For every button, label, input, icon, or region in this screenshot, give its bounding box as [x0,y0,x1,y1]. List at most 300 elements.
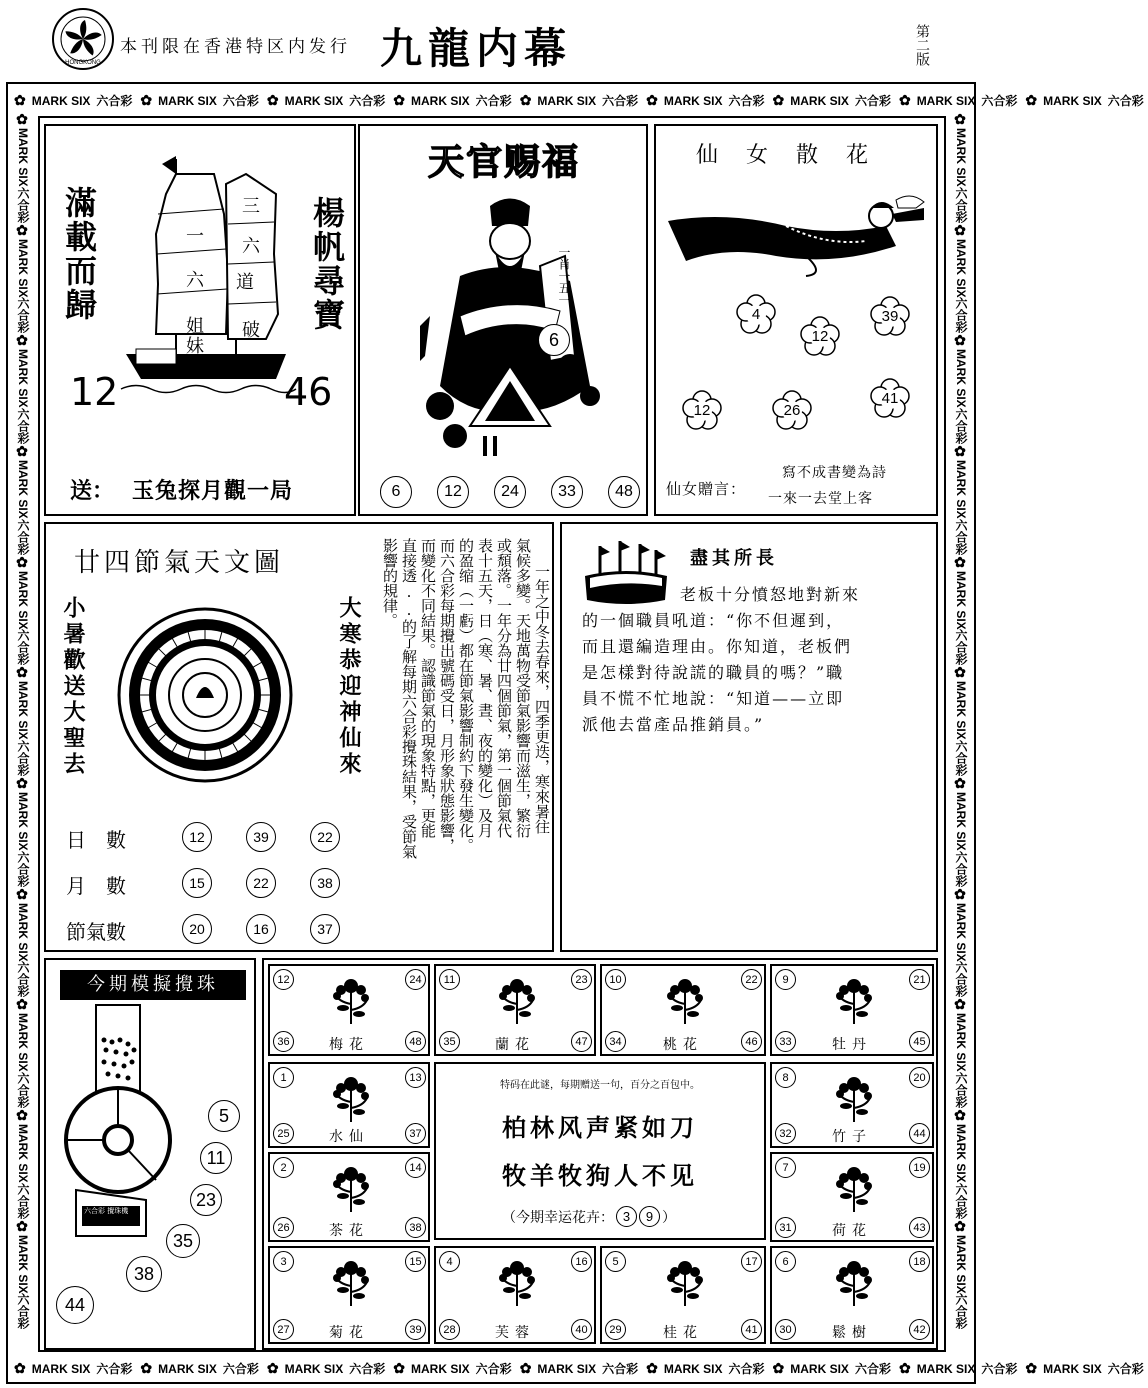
sail-char: 姐 [186,316,204,337]
flower-number-tl: 5 [605,1251,626,1272]
lucky-suffix: ） [662,1209,676,1226]
fairy-panel [654,124,938,516]
ship-number-left: 12 [70,370,119,414]
solar-article-column: 表十五天，日（寒、暑、晝、夜的變化）及月 [476,538,494,838]
flower-number-bl: 35 [439,1031,460,1052]
flower-illustration-icon [832,1162,876,1212]
flower-cell [770,1246,934,1344]
marquee-en: MARK SIX [954,570,968,630]
marquee-zh: 六合彩 [954,629,968,666]
marquee-en: MARK SIX [663,94,723,108]
marquee-en: MARK SIX [537,1362,597,1376]
marquee-zh: 六合彩 [728,1362,765,1376]
flower-number-bl: 32 [775,1123,796,1144]
marquee-zh: 六合彩 [954,961,968,998]
marquee-en: MARK SIX [537,94,597,108]
flower-number-br: 43 [909,1217,930,1238]
joke-line: 而且還編造理由。你知道，老板們 [582,637,853,656]
solar-row-value: 38 [310,868,340,898]
flower-name: 荷花 [832,1223,872,1239]
flower-illustration-icon [495,974,539,1024]
tianguan-number-ball: 12 [437,476,469,508]
flower-number-br: 40 [571,1319,592,1340]
solar-article-column: 而六合彩每期攪出號碼受日，月形象狀態影響， [438,538,456,853]
solar-article-column: 的盈缩（一虧）都在節氣影響制約下發生變化。 [457,538,475,853]
marquee-zh: 六合彩 [954,850,968,887]
marquee-zh: 六合彩 [96,1362,133,1376]
flower-name: 蘭花 [495,1037,535,1053]
lucky-prefix: （今期幸运花卉： [502,1209,614,1226]
marquee-en: MARK SIX [916,94,976,108]
marquee-zh: 六合彩 [981,1362,1018,1376]
marquee-zh: 六合彩 [981,94,1018,108]
flower-number-br: 46 [741,1031,762,1052]
marquee-zh: 六合彩 [16,518,30,555]
sail-char: 六 [186,270,204,291]
fairy-flower-number: 4 [751,305,761,323]
flower-number-tl: 11 [439,969,460,990]
tianguan-title: 天官赐福 [428,141,581,183]
fairy-flower [772,390,812,430]
flower-cell [770,964,934,1056]
solar-row-value: 37 [310,914,340,944]
fairy-flower-number: 26 [783,401,801,419]
flower-number-tr: 13 [405,1067,426,1088]
marquee-en: MARK SIX [16,570,30,630]
flower-name: 桃花 [663,1037,703,1053]
marquee-zh: 六合彩 [954,1293,968,1330]
flower-cell [268,1062,430,1148]
flower-number-tl: 8 [775,1067,796,1088]
flower-ornament-icon: ✿ [953,554,969,571]
flower-ornament-icon: ✿ [140,1360,153,1376]
marquee-zh: 六合彩 [854,1362,891,1376]
marquee-en: MARK SIX [954,681,968,741]
flower-number-tl: 9 [775,969,796,990]
joke-panel [560,522,938,952]
junk-ship-illustration [116,154,296,394]
flower-icon [329,1072,373,1122]
tianguan-number-ball: 6 [380,476,412,508]
marquee-en: MARK SIX [954,460,968,519]
marquee-zh: 六合彩 [349,1362,386,1376]
flower-number-bl: 29 [605,1319,626,1340]
flower-ornament-icon: ✿ [266,1360,279,1376]
flower-cell [434,1246,596,1344]
flower-illustration-icon [832,1256,876,1306]
flower-illustration-icon [329,1072,373,1122]
flower-illustration-icon [663,974,707,1024]
draw-ball: 5 [208,1100,240,1132]
marquee-zh: 六合彩 [16,186,30,223]
marquee-zh: 六合彩 [475,1362,512,1376]
flower-number-tr: 23 [571,969,592,990]
flower-number-bl: 36 [273,1031,294,1052]
flower-number-bl: 25 [273,1123,294,1144]
joke-cake-icon [580,536,672,608]
flower-cell [268,1152,430,1242]
draw-ball: 11 [200,1142,232,1174]
solar-terms-wheel [116,606,294,784]
fairy-flower-number: 39 [881,307,899,325]
marquee-zh: 六合彩 [954,408,968,445]
flower-number-br: 37 [405,1123,426,1144]
tianguan-number-ball: 48 [608,476,640,508]
flower-ornament-icon: ✿ [953,776,969,793]
draw-ball: 38 [126,1256,162,1292]
draw-ball: 44 [56,1286,94,1324]
ship-panel [44,124,356,516]
riddle-line2: 牧羊牧狗人不见 [502,1161,698,1190]
flower-number-tr: 14 [405,1157,426,1178]
flower-number-br: 39 [405,1319,426,1340]
flower-icon [832,1162,876,1212]
fairy-gift-line2: 一來一去堂上客 [768,491,873,507]
flower-ornament-icon: ✿ [772,92,785,108]
sail-char: 六 [242,236,260,257]
solar-row-label: 節氣數 [66,920,126,944]
marquee-en: MARK SIX [1043,1362,1102,1376]
marquee-en: MARK SIX [16,902,30,962]
sail-char: 破 [242,320,260,341]
flower-number-bl: 31 [775,1217,796,1238]
fairy-flower-number: 41 [881,389,899,407]
flower-name: 梅花 [329,1037,369,1053]
marquee-en: MARK SIX [158,1362,217,1376]
marquee-en: MARK SIX [790,1362,849,1376]
flower-number-bl: 26 [273,1217,294,1238]
joke-line: 員不慌不忙地說：“知道——立即 [582,689,845,708]
edition-label: 第二版 [914,24,930,66]
center-riddle-box [434,1062,766,1240]
marquee-en: MARK SIX [954,1124,968,1183]
marquee-zh: 六合彩 [602,1362,639,1376]
flower-number-br: 47 [571,1031,592,1052]
marquee-en: MARK SIX [16,681,30,741]
flower-ornament-icon: ✿ [519,92,532,108]
sail-char: 道 [236,272,254,293]
flower-ornament-icon: ✿ [15,554,31,571]
flower-ornament-icon: ✿ [15,776,31,793]
flower-ornament-icon: ✿ [898,1360,911,1376]
marquee-en: MARK SIX [411,1362,470,1376]
draw-title: 今期模擬攪珠 [60,970,246,1000]
marquee-en: MARK SIX [16,128,30,187]
marquee-en: MARK SIX [790,94,849,108]
flower-name: 桂花 [663,1325,703,1341]
marquee-en: MARK SIX [916,1362,976,1376]
flower-ornament-icon: ✿ [646,1360,658,1376]
joke-line: 的一個職員吼道：“你不但遲到， [582,611,845,630]
flower-number-bl: 27 [273,1319,294,1340]
flower-name: 鬆樹 [832,1325,872,1341]
fairy-illustration [666,186,930,276]
marquee-right [948,112,974,1356]
flower-number-br: 48 [405,1031,426,1052]
marquee-zh: 六合彩 [954,297,968,334]
flower-icon [832,1072,876,1122]
flower-number-tr: 19 [909,1157,930,1178]
marquee-zh: 六合彩 [349,94,386,108]
marquee-en: MARK SIX [31,94,91,108]
fairy-flower [870,378,910,418]
flower-ornament-icon: ✿ [953,222,969,239]
marquee-zh: 六合彩 [954,518,968,555]
flower-ornament-icon: ✿ [898,92,911,108]
flower-illustration-icon [329,974,373,1024]
solar-row-label: 日 數 [66,828,126,852]
flower-cell [268,964,430,1056]
fairy-gift-line1: 寫不成書變為詩 [782,465,887,481]
marquee-zh: 六合彩 [1107,1362,1144,1376]
solar-row-value: 20 [182,914,212,944]
flower-ornament-icon: ✿ [15,997,31,1014]
flower-ornament-icon: ✿ [15,886,31,903]
marquee-zh: 六合彩 [954,1182,968,1219]
marquee-zh: 六合彩 [16,629,30,666]
gift-label: 送： [70,478,115,504]
flower-illustration-icon [663,1256,707,1306]
draw-panel [44,958,256,1350]
marquee-zh: 六合彩 [16,408,30,445]
flower-ornament-icon: ✿ [15,222,31,239]
lucky-number-2: 9 [639,1206,660,1227]
marquee-zh: 六合彩 [222,94,259,108]
flower-number-bl: 33 [775,1031,796,1052]
flower-ornament-icon: ✿ [15,1218,31,1235]
flower-number-bl: 34 [605,1031,626,1052]
flower-illustration-icon [329,1162,373,1212]
flower-name: 竹子 [832,1129,872,1145]
solar-article-column: 氣候多變。天地萬物受節氣影響而滋生，繁衍 [514,538,532,838]
flower-ornament-icon: ✿ [953,333,969,350]
draw-ball: 35 [166,1224,200,1258]
flower-number-tl: 7 [775,1157,796,1178]
flower-number-tr: 17 [741,1251,762,1272]
marquee-en: MARK SIX [158,94,217,108]
flower-cell [770,1062,934,1148]
machine-label: 六合彩 攪珠機 [84,1207,129,1215]
flower-number-br: 41 [741,1319,762,1340]
fairy-flower [682,390,722,430]
marquee-zh: 六合彩 [16,961,30,998]
flower-cell [770,1152,934,1242]
marquee-en: MARK SIX [954,792,968,851]
marquee-en: MARK SIX [954,128,968,187]
hk-emblem [52,8,114,70]
flower-number-tr: 22 [741,969,762,990]
marquee-en: MARK SIX [954,1013,968,1073]
flower-ornament-icon: ✿ [140,92,153,108]
flower-illustration-icon [329,1256,373,1306]
fairy-flower [736,294,776,334]
flower-ornament-icon: ✿ [15,444,31,461]
solar-article-column: 直接透..的了解每期六合彩攪珠結果，受節氣 [400,538,418,859]
fairy-title-char: 女 [746,143,769,168]
flower-ornament-icon: ✿ [953,665,969,682]
flower-number-br: 42 [909,1319,930,1340]
ship-number-right: 46 [284,370,333,414]
riddle-line1: 柏林风声紧如刀 [502,1113,698,1142]
flower-number-tl: 1 [273,1067,294,1088]
fairy-title-char: 花 [846,143,869,168]
flower-ornament-icon: ✿ [772,1360,785,1376]
sail-char: 三 [242,196,260,217]
marquee-en: MARK SIX [16,349,30,409]
marquee-en: MARK SIX [954,238,968,298]
marquee-en: MARK SIX [284,94,344,108]
solar-terms-panel [44,522,554,952]
marquee-en: MARK SIX [16,460,30,519]
marquee-zh: 六合彩 [16,1072,30,1109]
marquee-en: MARK SIX [284,1362,344,1376]
flower-ornament-icon: ✿ [1025,92,1038,108]
flower-cell [600,964,766,1056]
flower-cell [600,1246,766,1344]
solar-article-column: 而變化不同結果。認識節氣的現象特點，更能 [419,538,437,838]
flower-ornament-icon: ✿ [266,92,279,108]
marquee-zh: 六合彩 [1107,94,1144,108]
marquee-en: MARK SIX [954,1234,968,1294]
flower-number-tr: 15 [405,1251,426,1272]
flower-name: 菊花 [329,1325,369,1341]
distribution-notice: 本刊限在香港特区内发行 [120,37,351,57]
flower-number-br: 38 [405,1217,426,1238]
marquee-zh: 六合彩 [954,1072,968,1109]
fairy-flower-number: 12 [811,327,829,345]
marquee-en: MARK SIX [16,1234,30,1294]
emblem-text: HONGKONG [65,60,101,66]
marquee-top [10,88,1144,112]
flower-icon [329,974,373,1024]
flower-number-tl: 4 [439,1251,460,1272]
fairy-flower-number: 12 [693,401,711,419]
solar-row-value: 22 [310,822,340,852]
marquee-en: MARK SIX [16,1124,30,1183]
flower-ornament-icon: ✿ [393,92,405,108]
marquee-zh: 六合彩 [475,94,512,108]
flower-cell [268,1246,430,1344]
flower-number-tl: 12 [273,969,294,990]
solar-article-column: 影響的規律。 [381,538,399,628]
flower-icon [832,974,876,1024]
marquee-zh: 六合彩 [954,740,968,777]
fairy-gift-label: 仙女贈言： [666,480,747,498]
solar-row-value: 12 [182,822,212,852]
flower-ornament-icon: ✿ [393,1360,405,1376]
flower-number-tr: 18 [909,1251,930,1272]
flower-number-tr: 16 [571,1251,592,1272]
marquee-zh: 六合彩 [96,94,133,108]
flower-name: 牡丹 [832,1037,872,1053]
marquee-zh: 六合彩 [16,850,30,887]
flower-number-tr: 20 [909,1067,930,1088]
flower-ornament-icon: ✿ [15,665,31,682]
tianguan-scroll-text: 一肖一五一 [557,246,571,306]
flower-name: 水仙 [329,1129,369,1145]
solar-row-label: 月 數 [66,874,126,898]
joke-line: 是怎樣對待說謊的職員的嗎？”職 [582,663,845,682]
marquee-en: MARK SIX [954,902,968,962]
solar-row-value: 22 [246,868,276,898]
joke-line: 派他去當產品推銷員。” [582,715,765,734]
marquee-zh: 六合彩 [728,94,765,108]
flower-number-tr: 21 [909,969,930,990]
ship-left-slogan: 滿載而歸 [60,186,98,322]
fairy-flower [800,316,840,356]
flower-icon [832,1256,876,1306]
flower-cell [434,964,596,1056]
flower-ornament-icon: ✿ [953,1218,969,1235]
gift-text: 玉兔探月觀一局 [132,478,294,504]
marquee-zh: 六合彩 [16,1182,30,1219]
tianguan-center-ball: 6 [538,324,570,356]
flower-illustration-icon [832,974,876,1024]
fairy-title-char: 仙 [696,143,719,168]
flower-ornament-icon: ✿ [14,92,26,108]
marquee-zh: 六合彩 [16,1293,30,1330]
sail-char: 妹 [186,336,204,357]
riddle-note: 特码在此谜，每期赠送一句，百分之百包中。 [500,1080,700,1091]
flower-illustration-icon [495,1256,539,1306]
solar-row-value: 39 [246,822,276,852]
flower-ornament-icon: ✿ [953,997,969,1014]
marquee-en: MARK SIX [1043,94,1102,108]
flower-icon [329,1256,373,1306]
marquee-zh: 六合彩 [16,740,30,777]
flower-number-tl: 10 [605,969,626,990]
flower-ornament-icon: ✿ [15,333,31,350]
flower-number-tl: 6 [775,1251,796,1272]
solar-article-column: 或頹落。一年分為廿四個節氣，第一個節氣代 [495,538,513,838]
draw-ball: 23 [190,1184,222,1216]
tianguan-deity-illustration [400,186,620,466]
marquee-zh: 六合彩 [602,94,639,108]
marquee-zh: 六合彩 [16,297,30,334]
flower-ornament-icon: ✿ [519,1360,532,1376]
sail-char: 一 [186,226,204,247]
flower-number-bl: 30 [775,1319,796,1340]
marquee-left [10,112,36,1356]
solar-right-slogan: 大寒恭迎神仙來 [336,596,362,778]
lottery-machine-illustration [56,1000,196,1240]
flower-name: 芙蓉 [495,1325,535,1341]
ship-right-slogan: 楊帆尋寶 [308,196,346,332]
marquee-zh: 六合彩 [854,94,891,108]
flower-number-tl: 3 [273,1251,294,1272]
joke-line: 老板十分憤怒地對新來 [680,585,861,604]
flower-number-br: 45 [909,1031,930,1052]
lucky-number-1: 3 [616,1206,637,1227]
marquee-en: MARK SIX [954,349,968,409]
fairy-flower [870,296,910,336]
page-title: 九龍内幕 [380,24,573,73]
flower-illustration-icon [832,1072,876,1122]
flower-ornament-icon: ✿ [15,112,31,128]
solar-left-slogan: 小暑歡送大聖去 [60,596,86,778]
solar-row-value: 15 [182,868,212,898]
lucky-flower-line [502,1206,676,1227]
marquee-zh: 六合彩 [954,186,968,223]
marquee-bottom [10,1356,1144,1380]
flower-ornament-icon: ✿ [1025,1360,1038,1376]
fairy-title-char: 散 [796,143,819,168]
flower-name: 茶花 [329,1223,369,1239]
marquee-en: MARK SIX [16,238,30,298]
flower-ornament-icon: ✿ [646,92,658,108]
marquee-en: MARK SIX [16,792,30,851]
marquee-en: MARK SIX [31,1362,91,1376]
